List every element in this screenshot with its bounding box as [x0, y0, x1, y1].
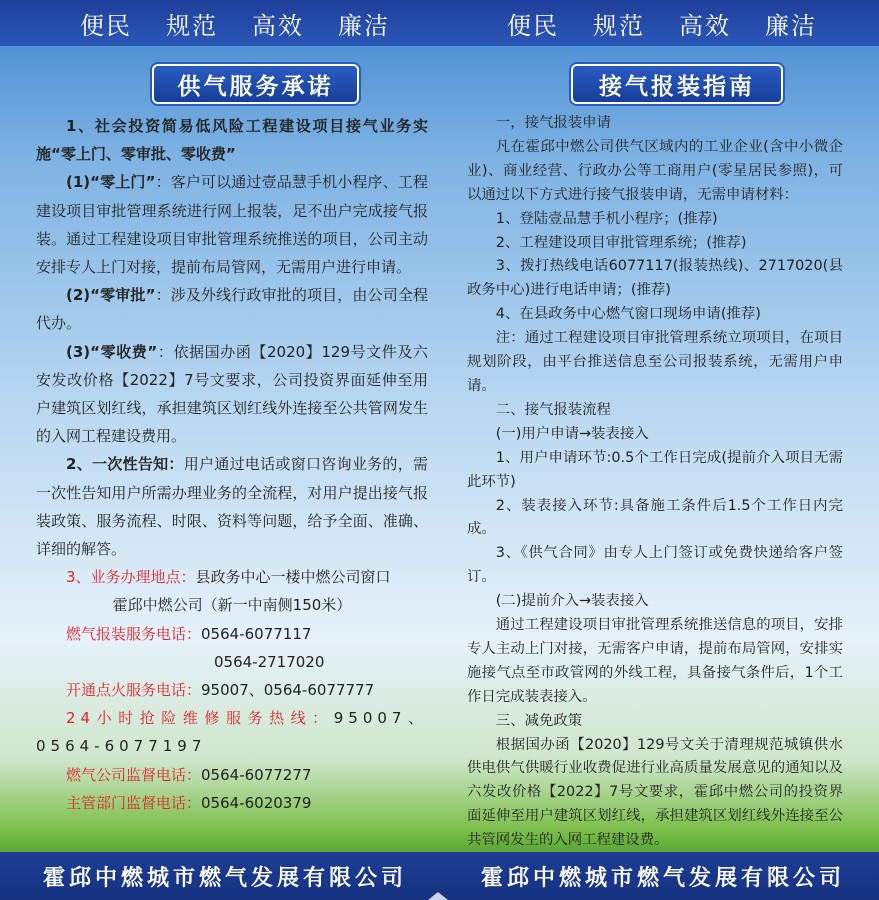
- installation-guide-column: [467, 112, 843, 853]
- commitment-one-time-notice: [36, 450, 428, 563]
- tel-value: 0564-6020379: [201, 793, 312, 812]
- item-text: 用户通过电话或窗口咨询业务的，需一次性告知用户所需办理业务的全流程，对用户提出接气报装政策、服务流程、时限、资料等问题，给予全面、准确、详细的解答。: [36, 455, 428, 559]
- tel-emergency: [36, 704, 428, 760]
- slogan-group-right: [507, 0, 817, 46]
- slogan-item: 便民: [507, 11, 559, 40]
- tel-value: 95007、0564-6077197: [36, 709, 429, 756]
- guide-section-3-text: 根据国办函【2020】129号文关于清理规范城镇供水供电供气供暖行业收费促进行业高质量发展意见的通知以及六发改价格【2022】7号文要求，霍邱中燃公司的投资界面延伸至用户建筑区划红线，承担建筑区划红线外连接至公共管网发生的入网工程建设费。: [467, 736, 843, 849]
- guide-method-2: 2、工程建设项目审批管理系统；(推荐): [495, 234, 747, 251]
- guide-section-1: 一，接气报装申请: [495, 115, 611, 131]
- commitment-heading-1: 1、社会投资简易低风险工程建设项目接气业务实施“零上门、零审批、零收费”: [36, 117, 428, 164]
- slogan-group-left: [80, 0, 390, 46]
- guide-method-3: 3、拨打热线电话6077117(报装热线)、2717020(县政务中心)进行电话申请；(推荐): [467, 258, 843, 299]
- tel-label: 主管部门监督电话：: [66, 793, 202, 812]
- guide-note: 注：通过工程建设项目审批管理系统立项项目，在项目规划阶段，由平台推送信息至公司报装系统，无需用户申请。: [467, 330, 843, 394]
- item-lead: 2、一次性告知：: [66, 455, 184, 474]
- tel-label: 燃气报装服务电话：: [66, 624, 202, 643]
- slogan-item: 高效: [679, 11, 731, 40]
- guide-section-1-text: 凡在霍邱中燃公司供气区域内的工业企业(含中小微企业)、商业经营、行政办公等工商用户(零星居民参照)，可以通过以下方式进行接气报装申请，无需申请材料：: [467, 138, 843, 203]
- guide-method-4: 4、在县政务中心燃气窗口现场申请(推荐): [495, 306, 761, 323]
- chevron-up-icon: [428, 892, 448, 900]
- guide-step-3: 3、《供气合同》由专人上门签订或免费快递给客户签订。: [467, 545, 843, 586]
- location-label: 3、业务办理地点：: [66, 568, 196, 587]
- item-lead: (1)“零上门”: [66, 173, 156, 192]
- service-commitment-column: [36, 112, 428, 817]
- tel-label: 开通点火服务电话：: [66, 681, 202, 700]
- guide-step-1: 1、用户申请环节:0.5个工作日完成(提前介入项目无需此环节): [467, 449, 843, 490]
- business-location-line2: 霍邱中燃公司（新一中南侧150米）: [112, 596, 352, 615]
- company-name-right: 霍邱中燃城市燃气发展有限公司: [481, 865, 846, 891]
- slogan-item: 便民: [80, 11, 132, 40]
- item-text: ：涉及外线行政审批的项目，由公司全程代办。: [36, 286, 428, 333]
- commitment-item-zero-fee: [36, 338, 428, 451]
- tel-label: 24小时抢险维修服务热线：: [66, 709, 334, 728]
- slogan-item: 规范: [593, 11, 645, 40]
- tel-install-2: 0564-2717020: [214, 652, 325, 671]
- company-name-left: 霍邱中燃城市燃气发展有限公司: [43, 865, 408, 891]
- item-text: ：客户可以通过壹品慧手机小程序、工程建设项目审批管理系统进行网上报装，足不出户完成接气报装。通过工程建设项目审批管理系统推送的项目，公司主动安排专人上门对接，提前布局管网，无需用户进行申请。: [36, 173, 428, 277]
- tel-value: 0564-6077117: [201, 624, 312, 643]
- tel-value: 95007、0564-6077777: [201, 681, 375, 700]
- tel-company-supervision: [36, 761, 428, 789]
- tel-value: 0564-6077277: [201, 765, 312, 784]
- tel-authority-supervision: [36, 789, 428, 817]
- tel-ignition: [36, 676, 428, 704]
- commitment-item-zero-approval: [36, 281, 428, 337]
- tel-install: [36, 620, 428, 648]
- location-text: 县政务中心一楼中燃公司窗口: [195, 568, 391, 587]
- guide-section-3: 三、减免政策: [495, 712, 583, 729]
- guide-method-1: 1、登陆壹品慧手机小程序；(推荐): [495, 210, 718, 227]
- tel-label: 燃气公司监督电话：: [66, 765, 202, 784]
- guide-subsection-a: (一)用户申请→装表接入: [495, 425, 649, 442]
- item-text: ：依据国办函【2020】129号文件及六安发改价格【2022】7号文要求，公司投资界面延伸至用户建筑区划红线，承担建筑区划红线外连接至公共管网发生的入网工程建设费用。: [36, 342, 428, 446]
- bottom-banner: [0, 852, 879, 900]
- top-banner: [0, 0, 879, 46]
- slogan-item: 规范: [166, 11, 218, 40]
- commitment-item-zero-visit: [36, 168, 428, 281]
- guide-section-2: 二、接气报装流程: [495, 401, 611, 418]
- guide-subsection-b-text: 通过工程建设项目审批管理系统推送信息的项目，安排专人主动上门对接，无需客户申请，提前布局管网，安排实施接气点至市政管网的外线工程，具备接气条件后，1个工作日完成装表接入。: [467, 617, 843, 705]
- item-lead: (3)“零收费”: [66, 342, 158, 361]
- guide-step-2: 2、装表接入环节:具备施工条件后1.5个工作日内完成。: [467, 497, 843, 538]
- slogan-item: 高效: [252, 11, 304, 40]
- right-section-title: 接气报装指南: [571, 64, 783, 104]
- left-section-title: 供气服务承诺: [152, 64, 359, 104]
- business-location: [36, 563, 428, 591]
- slogan-item: 廉洁: [765, 11, 817, 40]
- item-lead: (2)“零审批”: [66, 286, 156, 305]
- slogan-item: 廉洁: [338, 11, 390, 40]
- guide-subsection-b: (二)提前介入→装表接入: [495, 593, 649, 610]
